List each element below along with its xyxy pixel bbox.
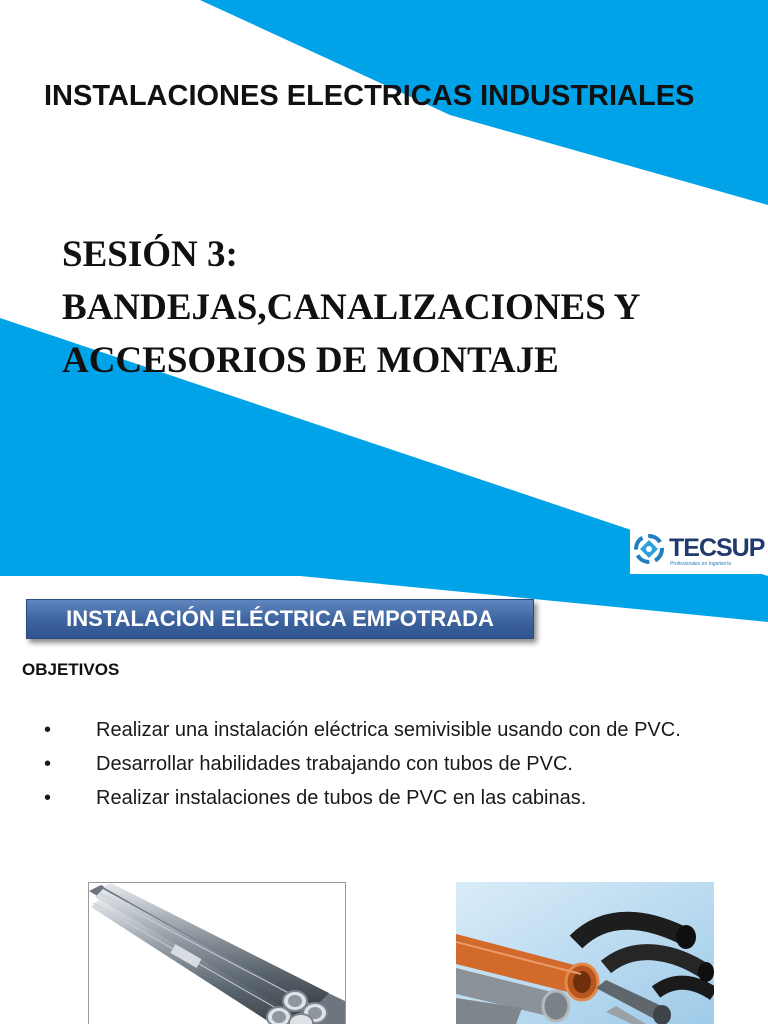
logo-wordmark: TECSUP [669, 534, 765, 562]
session-line-1: SESIÓN 3: [62, 234, 238, 275]
session-line-3: ACCESORIOS DE MONTAJE [62, 340, 559, 381]
bullet-marker: • [44, 719, 52, 741]
list-item [44, 716, 744, 745]
metal-conduit-pipes-photo [88, 882, 346, 1024]
bullet-text: Desarrollar habilidades trabajando con tubos de PVC. [96, 753, 573, 775]
list-item [44, 784, 744, 813]
bullet-marker: • [44, 787, 52, 809]
list-item [44, 750, 744, 779]
objectives-heading: OBJETIVOS [22, 660, 120, 679]
session-line-2: BANDEJAS,CANALIZACIONES Y [62, 287, 641, 328]
section-title-banner: INSTALACIÓN ELÉCTRICA EMPOTRADA [26, 599, 534, 639]
bullet-text: Realizar instalaciones de tubos de PVC en las cabinas. [96, 787, 587, 809]
tecsup-logo [630, 530, 768, 574]
session-title [62, 228, 752, 387]
course-title: INSTALACIONES ELECTRICAS INDUSTRIALES [44, 80, 695, 112]
objectives-list [44, 716, 744, 818]
objectives-slide [0, 576, 768, 1024]
bullet-text: Realizar una instalación eléctrica semivisible usando con de PVC. [96, 719, 681, 741]
tecsup-logo-icon [634, 534, 664, 564]
bullet-marker: • [44, 753, 52, 775]
pvc-pipes-and-flexible-conduit-photo [456, 882, 714, 1024]
logo-tagline: Profesionales en Ingeniería [670, 561, 731, 567]
